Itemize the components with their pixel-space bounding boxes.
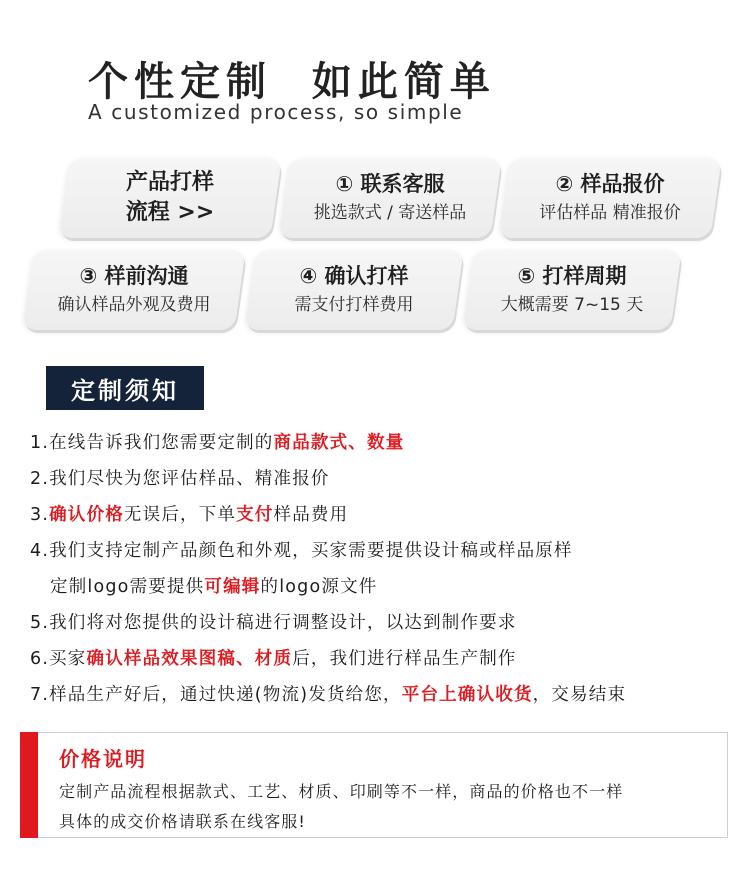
step-desc: 需支付打样费用 bbox=[294, 295, 414, 315]
notice-line bbox=[30, 682, 626, 708]
page-title: 个性定制 如此简单 bbox=[88, 59, 496, 105]
step-card-5 bbox=[462, 250, 681, 330]
highlight-text: 确认价格 bbox=[49, 505, 124, 525]
notice-line bbox=[30, 538, 573, 564]
process-intro-line2: 流程 >> bbox=[125, 200, 215, 225]
step-card-3 bbox=[22, 250, 245, 330]
notice-text: 后，我们进行样品生产制作 bbox=[292, 649, 517, 669]
notice-text: 样品费用 bbox=[273, 505, 349, 525]
notice-line bbox=[30, 610, 517, 636]
notice-line bbox=[30, 466, 330, 492]
step-desc: 评估样品 精准报价 bbox=[539, 203, 681, 223]
notice-text: 的logo源文件 bbox=[260, 577, 378, 597]
notice-text: 3. bbox=[30, 505, 50, 525]
highlight-text: 商品款式、数量 bbox=[273, 433, 405, 453]
highlight-text: 可编辑 bbox=[204, 577, 261, 597]
step-title: ⑤ 打样周期 bbox=[517, 264, 627, 288]
notice-text: 6.买家 bbox=[30, 649, 87, 669]
notice-text: 2.我们尽快为您评估样品、精准报价 bbox=[30, 469, 330, 489]
price-line-1: 定制产品流程根据款式、工艺、材质、印刷等不一样，商品的价格也不一样 bbox=[59, 782, 624, 801]
step-desc: 确认样品外观及费用 bbox=[57, 295, 211, 315]
accent-bar bbox=[20, 732, 38, 838]
step-card-2 bbox=[498, 158, 721, 238]
notice-line bbox=[30, 430, 404, 456]
notice-text: ，交易结束 bbox=[532, 685, 627, 705]
price-line-2: 具体的成交价格请联系在线客服! bbox=[59, 812, 306, 831]
notice-text: 1.在线告诉我们您需要定制的 bbox=[30, 433, 274, 453]
step-desc: 挑选款式 / 寄送样品 bbox=[313, 203, 467, 223]
page-subtitle: A customized process, so simple bbox=[88, 100, 464, 124]
notice-text: 定制logo需要提供 bbox=[50, 577, 205, 597]
notice-line bbox=[30, 646, 517, 672]
notice-text: 5.我们将对您提供的设计稿进行调整设计，以达到制作要求 bbox=[30, 613, 517, 633]
notice-line bbox=[30, 502, 348, 528]
notice-text: 4.我们支持定制产品颜色和外观，买家需要提供设计稿或样品原样 bbox=[30, 541, 573, 561]
step-desc: 大概需要 7~15 天 bbox=[500, 295, 644, 315]
step-title: ② 样品报价 bbox=[555, 172, 665, 196]
notice-heading: 定制须知 bbox=[46, 366, 204, 410]
process-intro-line1: 产品打样 bbox=[125, 170, 214, 195]
step-title: ① 联系客服 bbox=[335, 172, 445, 196]
notice-text: 7.样品生产好后，通过快递(物流)发货给您， bbox=[30, 685, 402, 705]
process-intro-card bbox=[58, 158, 281, 238]
step-card-4 bbox=[244, 250, 463, 330]
price-title: 价格说明 bbox=[59, 747, 147, 771]
price-info-box bbox=[20, 732, 728, 838]
step-title: ③ 样前沟通 bbox=[79, 264, 189, 288]
highlight-text: 平台上确认收货 bbox=[401, 685, 533, 705]
notice-text: 无误后，下单 bbox=[123, 505, 237, 525]
notice-line bbox=[50, 574, 377, 600]
step-title: ④ 确认打样 bbox=[299, 264, 409, 288]
highlight-text: 支付 bbox=[236, 505, 274, 525]
step-card-1 bbox=[278, 158, 501, 238]
highlight-text: 确认样品效果图稿、材质 bbox=[86, 649, 293, 669]
